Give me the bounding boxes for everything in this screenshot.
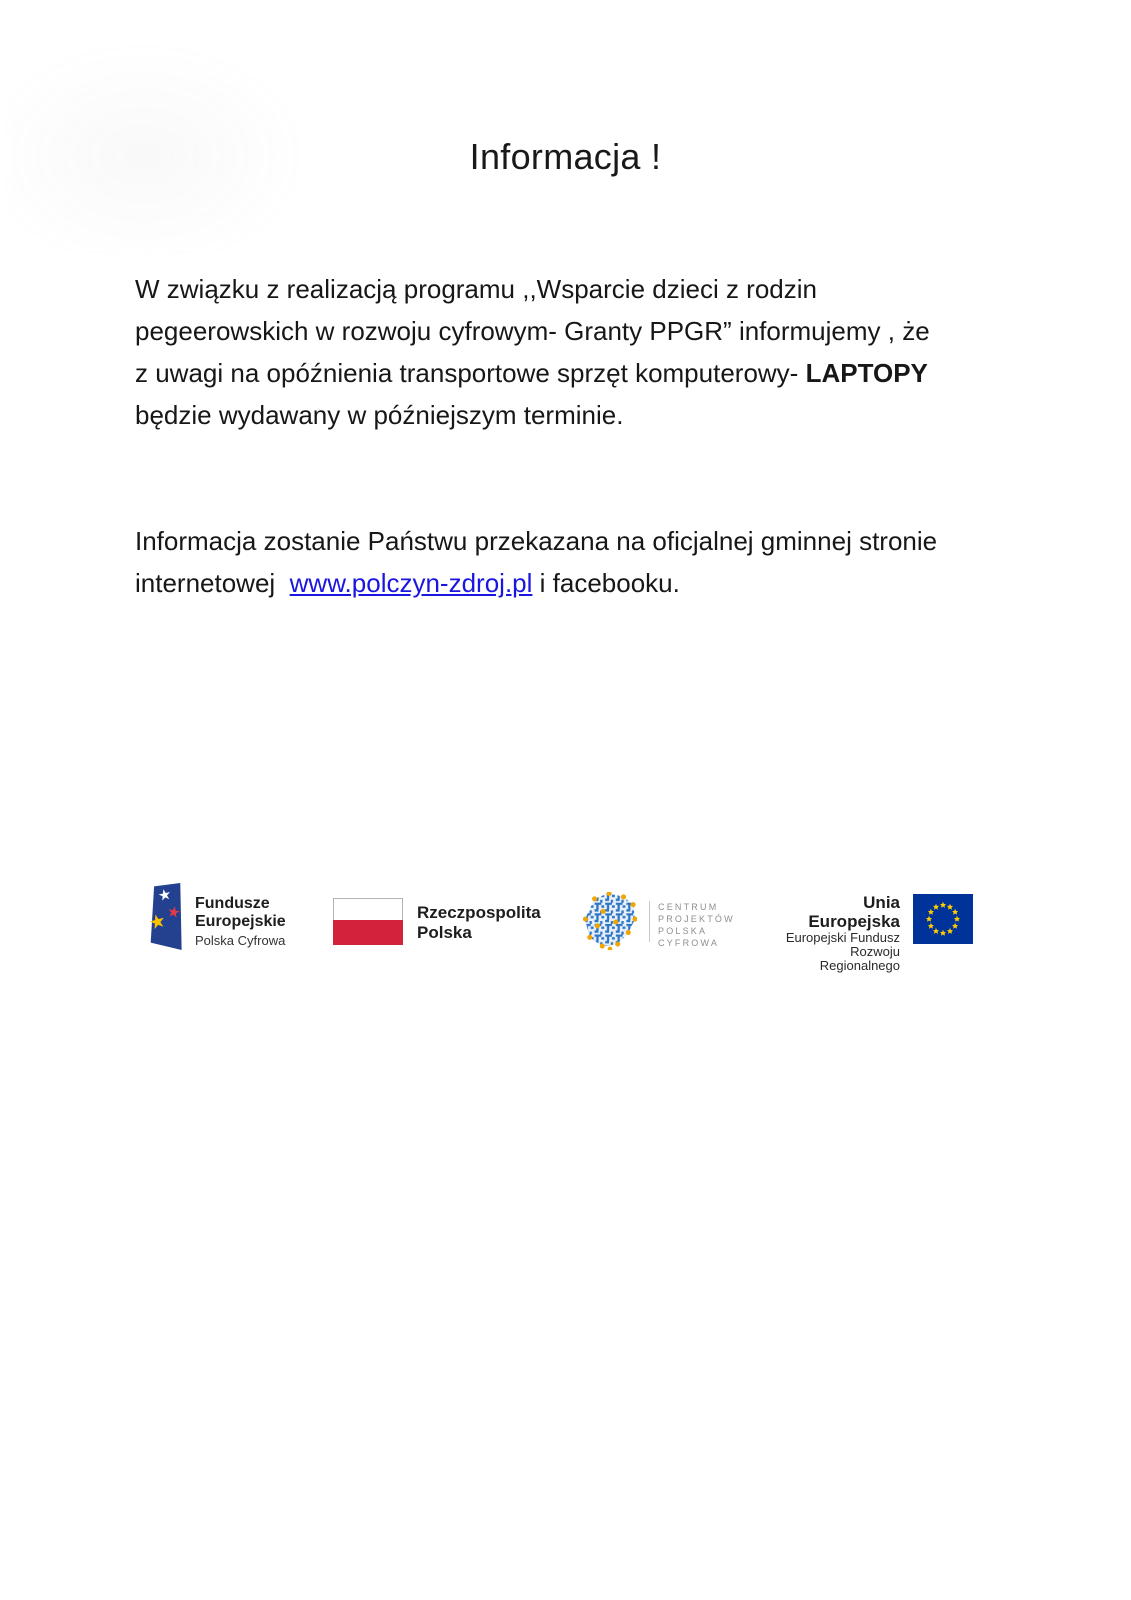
eu-flag-icon [913, 894, 973, 944]
website-link[interactable]: www.polczyn-zdroj.pl [289, 568, 533, 598]
logo-title: CYFROWA [658, 938, 720, 948]
text-segment: z uwagi na opóźnienia transportowe sprzęt komputerowy- [135, 358, 806, 388]
page-title: Informacja ! [469, 136, 662, 177]
logo-unia-europejska [770, 890, 985, 973]
laptopy-emphasis: LAPTOPY [805, 358, 928, 388]
star-icon: ★ [146, 909, 169, 935]
logo-subtitle: Polska Cyfrowa [195, 933, 286, 948]
star-icon: ★ [165, 901, 183, 923]
logo-rzeczpospolita-polska [333, 895, 563, 955]
text-line: Informacja zostanie Państwu przekazana na oficjalnej gminnej stronie [135, 526, 938, 556]
text-line: W związku z realizacją programu ,,Wsparcie dzieci z rodzin [135, 274, 817, 304]
logo-title: Polska [417, 922, 472, 942]
logo-subtitle: Rozwoju Regionalnego [819, 944, 900, 973]
text-segment: internetowej [135, 568, 290, 598]
text-line [135, 562, 1055, 604]
logo-title: Unia Europejska [808, 893, 900, 931]
logo-title: Fundusze [195, 895, 270, 912]
logo-title: CENTRUM [658, 902, 719, 912]
text-line: będzie wydawany w późniejszym terminie. [135, 400, 624, 430]
star-icon: ★ [156, 884, 174, 906]
text-line [135, 352, 1055, 394]
logo-subtitle: Europejski Fundusz [785, 930, 900, 945]
paragraph-publication [135, 520, 1055, 604]
logo-title: Rzeczpospolita [417, 903, 541, 922]
logo-fundusze-europejskie [146, 880, 316, 956]
poland-maze-icon [583, 892, 637, 950]
paragraph-announcement [135, 268, 1055, 436]
logo-centrum-projektow [583, 888, 753, 958]
logo-title: Europejskie [195, 912, 286, 930]
text-line: pegeerowskich w rozwoju cyfrowym- Granty PPGR” informujemy , że [135, 316, 930, 346]
fe-flag-icon [148, 882, 188, 952]
text-segment: i facebooku. [532, 568, 680, 598]
logo-title: POLSKA [658, 926, 708, 936]
divider [649, 901, 650, 942]
poland-flag-icon [333, 898, 403, 945]
logo-title: PROJEKTÓW [658, 914, 735, 924]
